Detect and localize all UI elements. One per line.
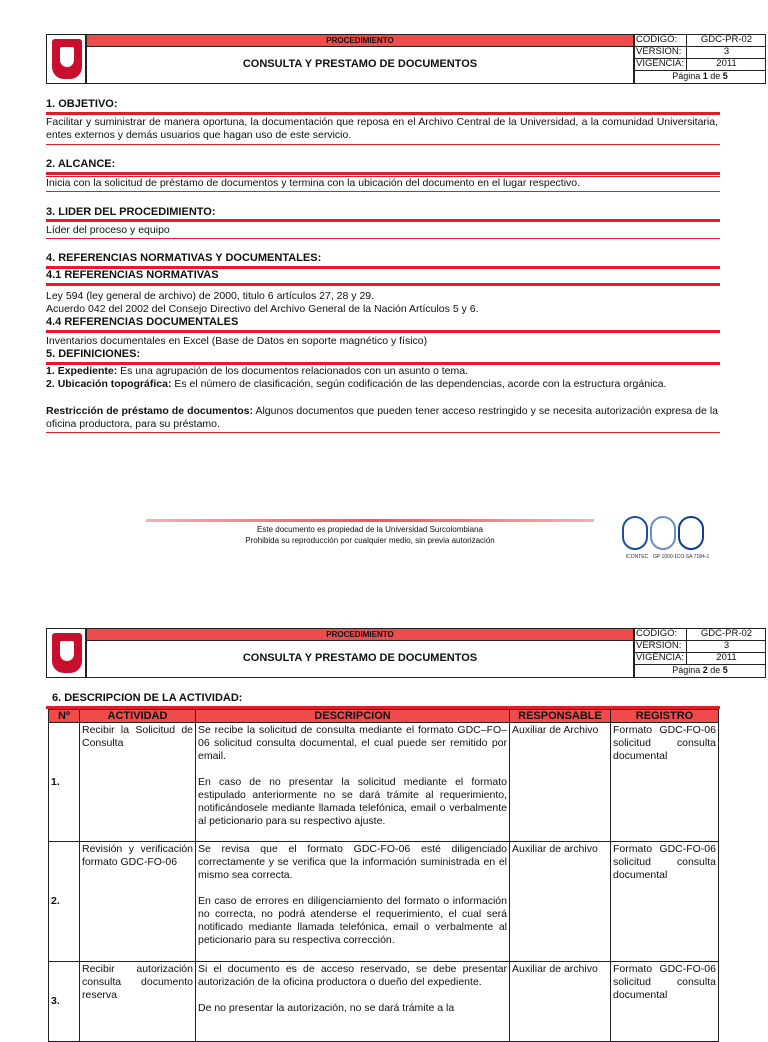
document-title: CONSULTA Y PRESTAMO DE DOCUMENTOS xyxy=(86,641,634,678)
table-row xyxy=(49,842,719,962)
footer-line xyxy=(146,519,594,522)
version-key: VERSION: xyxy=(636,46,682,57)
activity-cell: Revisión y verificación formato GDC-FO-06 xyxy=(80,842,196,962)
column-header: Nº xyxy=(49,710,80,723)
footer-text xyxy=(146,524,594,546)
version-key: VERSION: xyxy=(636,640,682,651)
shield-icon xyxy=(52,39,82,79)
validity-value: 2011 xyxy=(716,58,737,69)
responsible-cell: Auxiliar de archivo xyxy=(510,842,611,962)
description-cell: Si el documento es de acceso reservado, se debe presentar autorización de la oficina productora o dueño del expediente. De no presentar la autorización, no se dará trámite a la xyxy=(196,962,510,1042)
certification-logos xyxy=(620,516,710,564)
alcance-heading: 2. ALCANCE: xyxy=(46,158,116,170)
activity-cell: Recibir la Solicitud de Consulta xyxy=(80,723,196,842)
row-number: 1. xyxy=(49,723,80,842)
iqnet-cert-icon: CO-SA 7184-1 xyxy=(678,516,704,550)
validity-key: VIGENCIA: xyxy=(636,652,685,663)
ref-documentales-heading: 4.4 REFERENCIAS DOCUMENTALES xyxy=(46,316,239,328)
record-cell: Formato GDC-FO-06 solicitud consulta documental xyxy=(611,842,719,962)
alcance-text: Inicia con la solicitud de préstamo de documentos y termina con la ubicación del documento en el lugar respectivo. xyxy=(46,177,581,189)
row-number: 2. xyxy=(49,842,80,962)
lider-text: Líder del proceso y equipo xyxy=(46,224,170,236)
definition-1: 1. Expediente: Es una agrupación de los documentos relacionados con un asunto o tema. xyxy=(46,365,469,377)
divider xyxy=(46,191,720,192)
footer-line1: Este documento es propiedad de la Universidad Surcolombiana xyxy=(257,525,483,534)
divider xyxy=(46,172,720,175)
responsible-cell: Auxiliar de archivo xyxy=(510,962,611,1042)
row-number: 3. xyxy=(49,962,80,1042)
ref-normativas-line1: Ley 594 (ley general de archivo) de 2000, titulo 6 artículos 27, 28 y 29. xyxy=(46,290,375,302)
column-header: ACTIVIDAD xyxy=(80,710,196,723)
divider xyxy=(46,330,720,333)
page-indicator: Página 2 de 5 xyxy=(672,665,728,675)
university-logo xyxy=(46,34,86,84)
definition-2: 2. Ubicación topográfica: Es el número de clasificación, según codificación de las dependencias, acorde con la estructura orgánica. xyxy=(46,378,667,390)
definiciones-heading: 5. DEFINICIONES: xyxy=(46,348,141,360)
code-key: CODIGO: xyxy=(636,34,678,45)
divider xyxy=(46,112,720,115)
table-row xyxy=(49,962,719,1042)
descripcion-heading: 6. DESCRIPCION DE LA ACTIVIDAD: xyxy=(52,692,243,704)
version-value: 3 xyxy=(723,640,730,651)
column-header: RESPONSABLE xyxy=(510,710,611,723)
divider xyxy=(46,144,720,145)
objetivo-heading: 1. OBJETIVO: xyxy=(46,98,118,110)
procedure-label: PROCEDIMIENTO xyxy=(86,34,634,47)
validity-value: 2011 xyxy=(716,652,737,663)
version-value: 3 xyxy=(723,46,730,57)
table-row xyxy=(49,723,719,842)
activity-table xyxy=(48,709,719,1042)
objetivo-text: Facilitar y suministrar de manera oportuna, la documentación que reposa en el Archivo Central de la Universidad, a la comunidad Universitaria, entes externos y demás usuarios que hagan uso de este servicio. xyxy=(46,116,718,141)
shield-icon xyxy=(52,633,82,673)
responsible-cell: Auxiliar de Archivo xyxy=(510,723,611,842)
divider xyxy=(46,283,720,286)
page1-header xyxy=(46,34,753,84)
procedure-label: PROCEDIMIENTO xyxy=(86,628,634,641)
referencias-heading: 4. REFERENCIAS NORMATIVAS Y DOCUMENTALES: xyxy=(46,252,322,264)
ref-documentales-text: Inventarios documentales en Excel (Base de Datos en soporte magnético y físico) xyxy=(46,335,428,347)
divider xyxy=(46,238,720,239)
description-cell: Se revisa que el formato GDC-FO-06 esté diligenciado correctamente y se verifica que la información suministrada en el mismo sea correcta. En caso de errores en diligenciamiento del formato o información no correcta, no podrá atenderse el requerimiento, el cual será notificado mediante llamada telefónica, email o verbalmente al peticionario para su respectiva corrección. xyxy=(196,842,510,962)
record-cell: Formato GDC-FO-06 solicitud consulta documental xyxy=(611,962,719,1042)
column-header: REGISTRO xyxy=(611,710,719,723)
table-header-row xyxy=(49,710,719,723)
document-title: CONSULTA Y PRESTAMO DE DOCUMENTOS xyxy=(86,47,634,84)
icontec-cert-icon: ICONTEC xyxy=(622,516,648,550)
activity-cell: Recibir autorización consulta documento reserva xyxy=(80,962,196,1042)
definition-3: Restricción de préstamo de documentos: Algunos documentos que pueden tener acceso restringido y se necesita autorización expresa de la oficina productora, para su préstamo. xyxy=(46,405,719,430)
validity-key: VIGENCIA: xyxy=(636,58,685,69)
record-cell: Formato GDC-FO-06 solicitud consulta documental xyxy=(611,723,719,842)
column-header: DESCRIPCION xyxy=(196,710,510,723)
code-value: GDC-PR-02 xyxy=(700,34,753,45)
code-value: GDC-PR-02 xyxy=(700,628,753,639)
page2-header xyxy=(46,628,753,678)
footer-line2: Prohibida su reproducción por cualquier medio, sin previa autorización xyxy=(245,536,495,545)
code-key: CODIGO: xyxy=(636,628,678,639)
divider xyxy=(46,432,720,433)
ref-normativas-line2: Acuerdo 042 del 2002 del Consejo Directivo del Archivo General de la Nación Artículos 5 y 6. xyxy=(46,303,479,315)
university-logo xyxy=(46,628,86,678)
ref-normativas-heading: 4.1 REFERENCIAS NORMATIVAS xyxy=(46,269,219,281)
lider-heading: 3. LIDER DEL PROCEDIMIENTO: xyxy=(46,206,216,218)
divider xyxy=(46,219,720,222)
page-indicator: Página 1 de 5 xyxy=(672,71,728,81)
gp-cert-icon: GP 1000-1 xyxy=(650,516,676,550)
description-cell: Se recibe la solicitud de consulta mediante el formato GDC–FO–06 solicitud consulta documental, el cual puede ser remitido por email. En caso de no presentar la solicitud mediante el formato estipulado anteriormente no se dará trámite al requerimiento, notificándosele mediante llamada telefónica, email o verbalmente al peticionario para su respectivo ajuste. xyxy=(196,723,510,842)
